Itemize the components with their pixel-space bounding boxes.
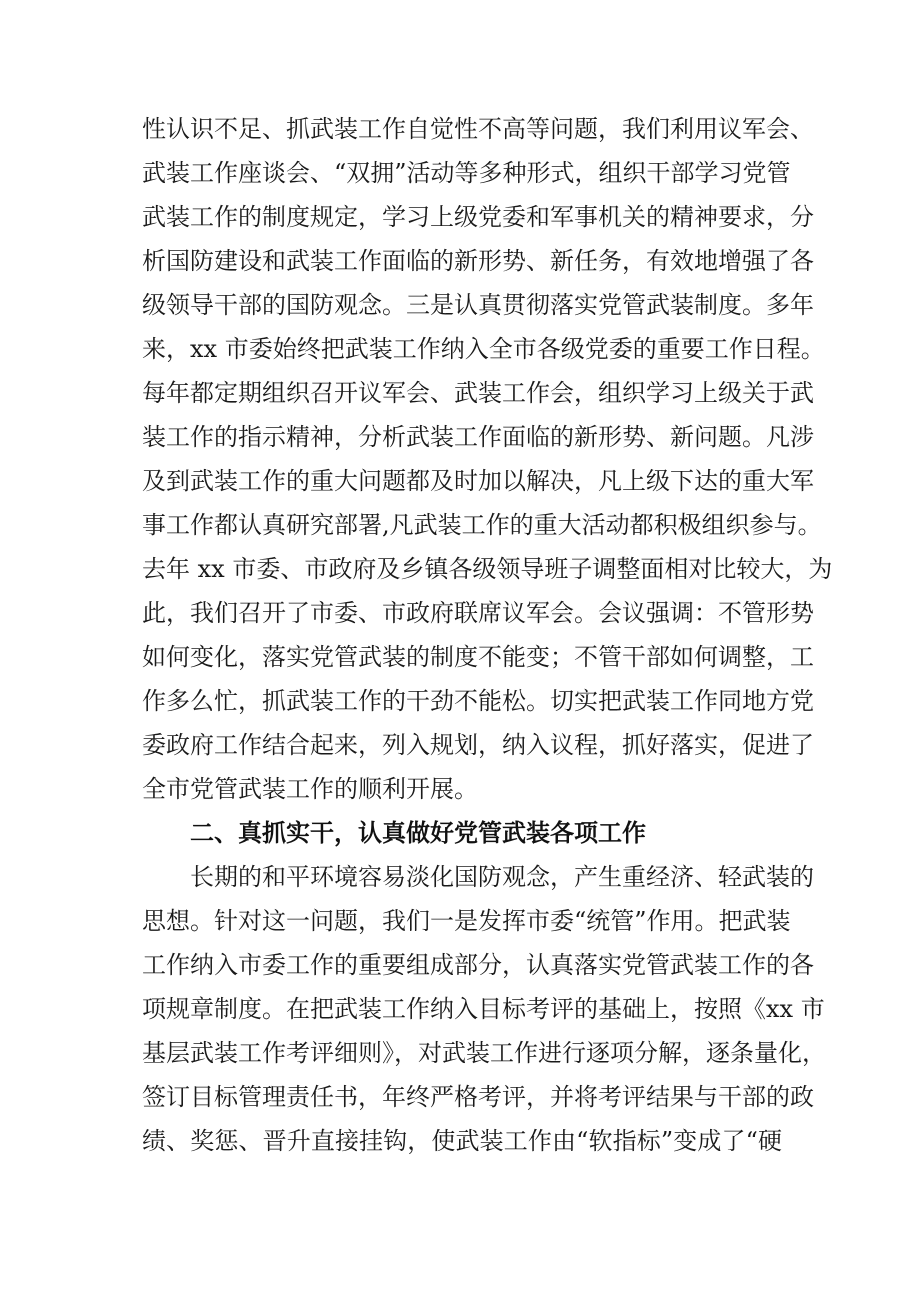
paragraph-2-line-4: 项规章制度。在把武装工作纳入目标考评的基础上，按照《xx 市 — [142, 995, 825, 1023]
paragraph-1-line-9: 及到武装工作的重大问题都及时加以解决，凡上级下达的重大军 — [142, 467, 814, 495]
paragraph-1-line-14: 作多么忙，抓武装工作的干劲不能松。切实把武装工作同地方党 — [142, 687, 814, 715]
paragraph-1-line-15: 委政府工作结合起来，列入规划，纳入议程，抓好落实，促进了 — [142, 731, 814, 759]
paragraph-1-line-7: 每年都定期组织召开议军会、武装工作会，组织学习上级关于武 — [142, 379, 814, 407]
paragraph-1-line-16: 全市党管武装工作的顺利开展。 — [142, 775, 478, 803]
paragraph-1-line-1: 性认识不足、抓武装工作自觉性不高等问题，我们利用议军会、 — [142, 115, 814, 143]
paragraph-2-line-1: 长期的和平环境容易淡化国防观念，产生重经济、轻武装的 — [190, 863, 814, 891]
paragraph-1-line-6: 来，xx 市委始终把武装工作纳入全市各级党委的重要工作日程。 — [142, 335, 825, 363]
paragraph-1-line-3: 武装工作的制度规定，学习上级党委和军事机关的精神要求，分 — [142, 203, 814, 231]
paragraph-2-line-6: 签订目标管理责任书，年终严格考评，并将考评结果与干部的政 — [142, 1083, 814, 1111]
paragraph-1-line-10: 事工作都认真研究部署,凡武装工作的重大活动都积极组织参与。 — [142, 511, 822, 539]
paragraph-1-line-5: 级领导干部的国防观念。三是认真贯彻落实党管武装制度。多年 — [142, 291, 814, 319]
section-heading: 二、真抓实干，认真做好党管武装各项工作 — [190, 819, 646, 847]
paragraph-1-line-4: 析国防建设和武装工作面临的新形势、新任务，有效地增强了各 — [142, 247, 814, 275]
paragraph-2-line-5: 基层武装工作考评细则》，对武装工作进行逐项分解，逐条量化， — [142, 1039, 826, 1067]
paragraph-1-line-8: 装工作的指示精神，分析武装工作面临的新形势、新问题。凡涉 — [142, 423, 814, 451]
paragraph-1-line-12: 此，我们召开了市委、市政府联席议军会。会议强调：不管形势 — [142, 599, 814, 627]
paragraph-1-line-11: 去年 xx 市委、市政府及乡镇各级领导班子调整面相对比较大，为 — [142, 555, 833, 583]
paragraph-2-line-7: 绩、奖惩、晋升直接挂钩，使武装工作由“软指标”变成了“硬 — [142, 1127, 782, 1155]
paragraph-2-line-3: 工作纳入市委工作的重要组成部分，认真落实党管武装工作的各 — [142, 951, 814, 979]
paragraph-1-line-13: 如何变化，落实党管武装的制度不能变；不管干部如何调整，工 — [142, 643, 814, 671]
paragraph-1-line-2: 武装工作座谈会、“双拥”活动等多种形式，组织干部学习党管 — [142, 159, 791, 187]
paragraph-2-line-2: 思想。针对这一问题，我们一是发挥市委“统管”作用。把武装 — [142, 907, 791, 935]
